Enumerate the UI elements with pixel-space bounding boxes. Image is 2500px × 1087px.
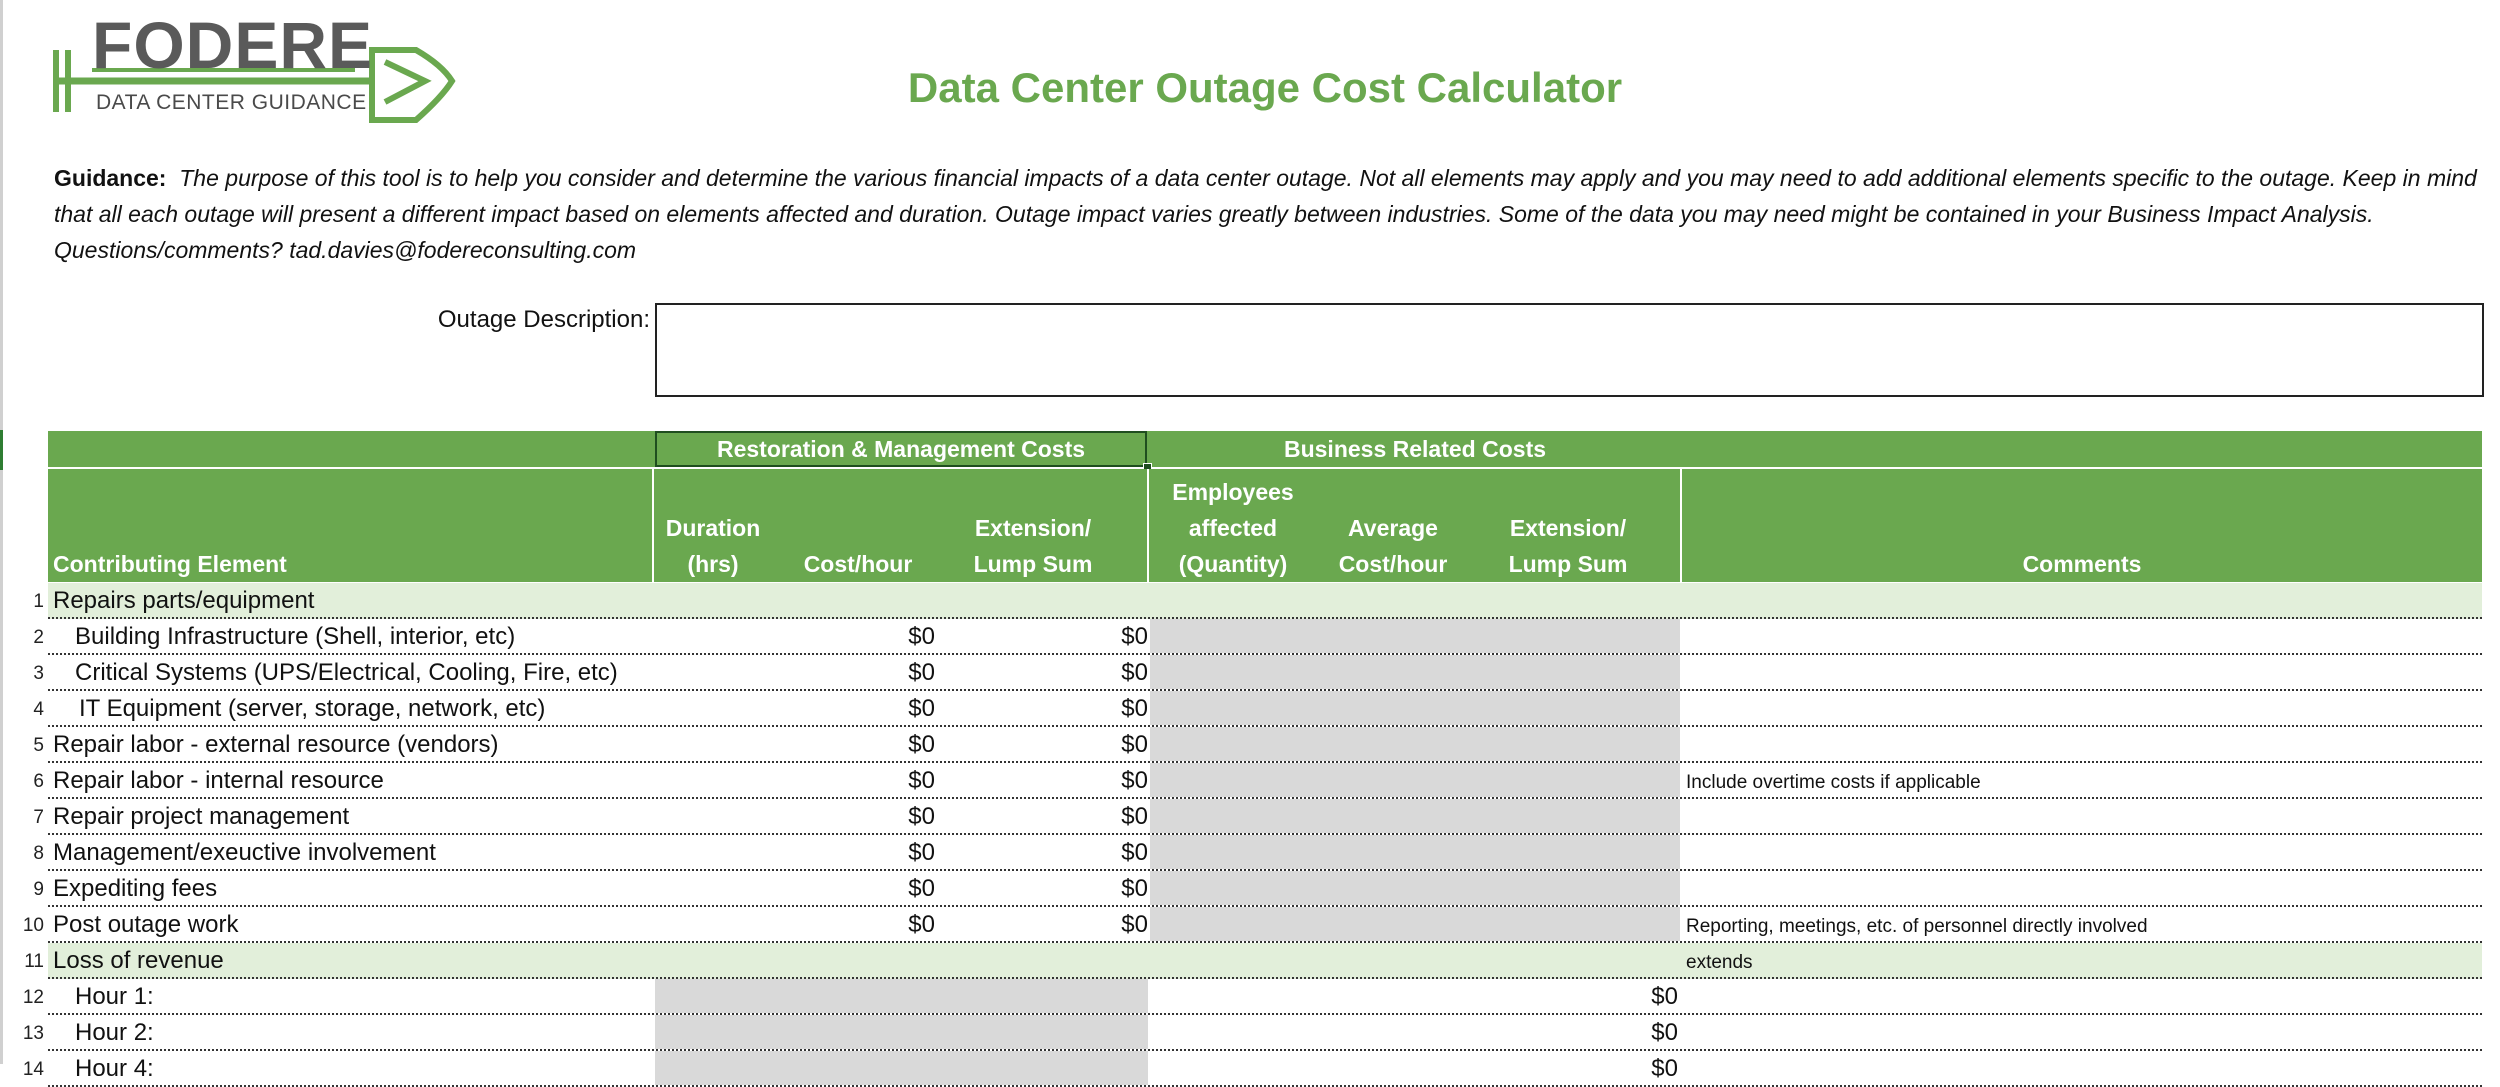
employees-line3: (Quantity)	[1178, 551, 1288, 577]
outage-description-input[interactable]	[655, 303, 2484, 397]
table-row	[0, 799, 2482, 835]
business-group-header: Business Related Costs	[1150, 431, 1680, 467]
business-cells-disabled	[1150, 691, 1680, 725]
row-number: 2	[33, 627, 44, 648]
category-row	[0, 583, 2482, 619]
row-label[interactable]: Hour 4:	[75, 1055, 154, 1082]
column-header-row	[48, 469, 2482, 582]
row-label[interactable]: Loss of revenue	[53, 947, 224, 974]
extension-cell[interactable]: $0	[1121, 839, 1148, 866]
extension2-line1: Extension/	[1509, 515, 1627, 541]
row-label[interactable]: Building Infrastructure (Shell, interior, etc)	[75, 623, 516, 650]
row-header-marker	[0, 430, 3, 470]
avg-cost-line2: Cost/hour	[1338, 551, 1448, 577]
row-number: 1	[33, 591, 44, 612]
business-cells-disabled	[1150, 835, 1680, 869]
category-fill	[48, 583, 2482, 619]
cost-hour-cell[interactable]: $0	[908, 767, 935, 794]
table-row	[0, 619, 2482, 655]
col-header-cost-hour[interactable]: Cost/hour	[803, 551, 913, 577]
selected-cell-outline	[655, 431, 1147, 467]
extension-cell[interactable]: $0	[1121, 623, 1148, 650]
table-row	[0, 907, 2482, 943]
extension-cell[interactable]: $0	[1121, 911, 1148, 938]
business-cells-disabled	[1150, 655, 1680, 689]
col-divider-restoration	[1147, 469, 1149, 582]
extension-line2: Lump Sum	[973, 551, 1093, 577]
business-extension-cell[interactable]: $0	[1651, 983, 1678, 1010]
row-number: 8	[33, 843, 44, 864]
cost-hour-cell[interactable]: $0	[908, 695, 935, 722]
col-header-comments[interactable]: Comments	[2022, 551, 2142, 577]
row-number: 6	[33, 771, 44, 792]
extension-line1: Extension/	[974, 515, 1092, 541]
business-cells-disabled	[1150, 763, 1680, 797]
guidance-text	[54, 160, 2494, 268]
comment-cell[interactable]: extends	[1686, 952, 1753, 973]
logo-tagline: DATA CENTER GUIDANCE	[96, 91, 367, 114]
extension-cell[interactable]: $0	[1121, 731, 1148, 758]
row-label[interactable]: Repairs parts/equipment	[53, 587, 315, 614]
extension-cell[interactable]: $0	[1121, 875, 1148, 902]
table-row	[0, 691, 2482, 727]
col-header-extension[interactable]	[958, 510, 1108, 582]
row-label[interactable]: Management/exeuctive involvement	[53, 839, 436, 866]
restoration-cells-disabled	[655, 1051, 1148, 1085]
row-label[interactable]: Hour 1:	[75, 983, 154, 1010]
row-number: 9	[33, 879, 44, 900]
extension-cell[interactable]: $0	[1121, 659, 1148, 686]
row-number: 14	[22, 1059, 44, 1080]
table-row	[0, 1051, 2482, 1087]
employees-line2: affected	[1188, 515, 1278, 541]
row-number: 12	[22, 987, 44, 1008]
row-label[interactable]: Expediting fees	[53, 875, 218, 902]
guidance-body: The purpose of this tool is to help you consider and determine the various financial impacts of a data center outage. Not all elements may apply and you may need to add additional elements specific to the outage. Keep in mind that all each outage will present a different impact based on elements affected and duration. Outage impact varies greatly between industries. Some of the data you may need might be contained in your Business Impact Analysis. Questions/comments? tad.davies@fodereconsulting.com	[54, 165, 2477, 263]
cost-hour-cell[interactable]: $0	[908, 911, 935, 938]
page-title: Data Center Outage Cost Calculator	[907, 64, 1623, 111]
col-header-average-cost[interactable]	[1318, 510, 1468, 582]
avg-cost-line1: Average	[1348, 515, 1438, 541]
col-header-employees[interactable]	[1153, 474, 1313, 582]
col-header-duration[interactable]	[658, 510, 768, 582]
logo-name: FODERE	[92, 8, 374, 82]
row-number: 3	[33, 663, 44, 684]
business-cells-disabled	[1150, 907, 1680, 941]
restoration-cells-disabled	[655, 979, 1148, 1013]
comment-cell[interactable]: Include overtime costs if applicable	[1686, 772, 1981, 793]
employees-line1: Employees	[1172, 479, 1294, 505]
row-number: 7	[33, 807, 44, 828]
duration-line1: Duration	[665, 515, 761, 541]
extension2-line2: Lump Sum	[1508, 551, 1628, 577]
row-label[interactable]: Post outage work	[53, 911, 239, 938]
business-cells-disabled	[1150, 799, 1680, 833]
cost-hour-cell[interactable]: $0	[908, 839, 935, 866]
cost-hour-cell[interactable]: $0	[908, 623, 935, 650]
table-row	[0, 763, 2482, 799]
table-row	[0, 655, 2482, 691]
business-cells-disabled	[1150, 871, 1680, 905]
business-cells-disabled	[1150, 619, 1680, 653]
row-label[interactable]: IT Equipment (server, storage, network, etc)	[79, 695, 546, 722]
outage-description-label: Outage Description:	[437, 306, 650, 333]
row-number: 10	[22, 915, 44, 936]
guidance-label: Guidance:	[54, 165, 167, 191]
col-header-extension-business[interactable]	[1488, 510, 1648, 582]
cost-hour-cell[interactable]: $0	[908, 875, 935, 902]
table-row	[0, 1015, 2482, 1051]
cost-hour-cell[interactable]: $0	[908, 731, 935, 758]
extension-cell[interactable]: $0	[1121, 695, 1148, 722]
row-number: 5	[33, 735, 44, 756]
table-row	[0, 835, 2482, 871]
row-number: 13	[22, 1023, 44, 1044]
extension-cell[interactable]: $0	[1121, 767, 1148, 794]
table-row	[0, 871, 2482, 907]
col-header-element[interactable]: Contributing Element	[53, 551, 287, 577]
restoration-cells-disabled	[655, 1015, 1148, 1049]
extension-cell[interactable]: $0	[1121, 803, 1148, 830]
comment-cell[interactable]: Reporting, meetings, etc. of personnel directly involved	[1686, 916, 2148, 937]
row-label[interactable]: Repair project management	[53, 803, 350, 830]
cost-hour-cell[interactable]: $0	[908, 803, 935, 830]
table-row	[0, 979, 2482, 1015]
table-row	[0, 727, 2482, 763]
duration-line2: (hrs)	[687, 551, 739, 577]
row-label[interactable]: Critical Systems (UPS/Electrical, Cooling, Fire, etc)	[75, 659, 618, 686]
business-extension-cell[interactable]: $0	[1651, 1055, 1678, 1082]
row-label[interactable]: Hour 2:	[75, 1019, 154, 1046]
business-extension-cell[interactable]: $0	[1651, 1019, 1678, 1046]
restoration-group-header[interactable]: Restoration & Management Costs	[655, 431, 1147, 467]
row-label[interactable]: Repair labor - internal resource	[53, 767, 384, 794]
row-number: 4	[33, 699, 44, 720]
category-fill	[48, 943, 2482, 979]
category-row	[0, 943, 2482, 979]
business-cells-disabled	[1150, 727, 1680, 761]
cost-hour-cell[interactable]: $0	[908, 659, 935, 686]
row-label[interactable]: Repair labor - external resource (vendors)	[53, 731, 499, 758]
row-number: 11	[24, 951, 44, 972]
